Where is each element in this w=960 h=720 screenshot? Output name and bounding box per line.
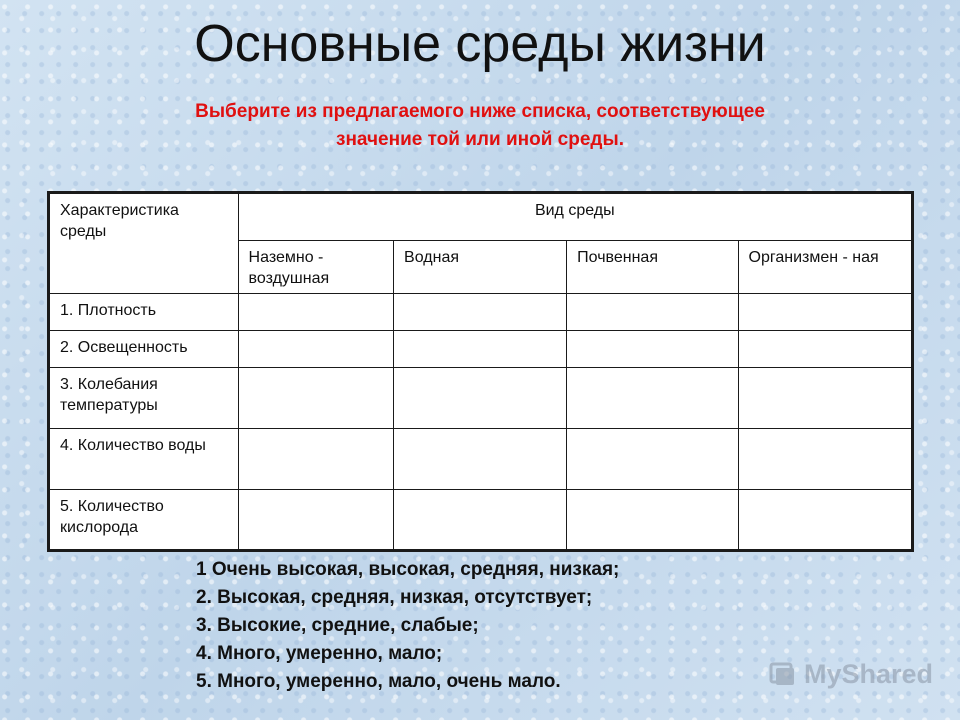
table-row xyxy=(49,490,913,551)
row-label-water: 4. Количество воды xyxy=(49,429,239,490)
cell-water-1[interactable] xyxy=(394,294,567,331)
cell-land-air-3[interactable] xyxy=(238,368,394,429)
table-header-row xyxy=(49,193,913,241)
row-label-density: 1. Плотность xyxy=(49,294,239,331)
instruction-line-2: значение той или иной среды. xyxy=(336,129,624,150)
answer-option: 4. Много, умеренно, мало; xyxy=(196,643,443,664)
cell-water-5[interactable] xyxy=(394,490,567,551)
cell-organism-4[interactable] xyxy=(738,429,912,490)
cell-soil-5[interactable] xyxy=(567,490,738,551)
header-env-type: Вид среды xyxy=(238,193,912,241)
row-label-illumination: 2. Освещенность xyxy=(49,331,239,368)
cell-soil-4[interactable] xyxy=(567,429,738,490)
cell-land-air-5[interactable] xyxy=(238,490,394,551)
cell-soil-1[interactable] xyxy=(567,294,738,331)
cell-water-2[interactable] xyxy=(394,331,567,368)
table-row xyxy=(49,429,913,490)
cell-organism-3[interactable] xyxy=(738,368,912,429)
cell-soil-3[interactable] xyxy=(567,368,738,429)
cell-soil-2[interactable] xyxy=(567,331,738,368)
table-row xyxy=(49,331,913,368)
cell-water-4[interactable] xyxy=(394,429,567,490)
header-env-soil: Почвенная xyxy=(567,241,738,294)
logo-text: MyShared xyxy=(804,658,934,689)
answer-option: 2. Высокая, средняя, низкая, отсутствует; xyxy=(196,587,593,608)
environment-table xyxy=(47,191,914,552)
answer-option: 1 Очень высокая, высокая, средняя, низкая; xyxy=(196,559,620,580)
answer-option: 3. Высокие, средние, слабые; xyxy=(196,615,479,636)
cell-organism-2[interactable] xyxy=(738,331,912,368)
header-env-land-air: Наземно - воздушная xyxy=(238,241,394,294)
answer-options-list xyxy=(196,556,619,696)
header-characteristic: Характеристика среды xyxy=(49,193,239,294)
cell-organism-1[interactable] xyxy=(738,294,912,331)
slide-title: Основные среды жизни xyxy=(194,15,766,73)
cell-water-3[interactable] xyxy=(394,368,567,429)
instruction-line-1: Выберите из предлагаемого ниже списка, соответствующее xyxy=(195,101,765,122)
cell-land-air-2[interactable] xyxy=(238,331,394,368)
header-env-water: Водная xyxy=(394,241,567,294)
table-row xyxy=(49,368,913,429)
answer-option: 5. Много, умеренно, мало, очень мало. xyxy=(196,671,561,692)
instruction-text xyxy=(100,98,860,154)
myshared-logo-icon xyxy=(768,659,798,689)
myshared-logo xyxy=(768,656,934,692)
header-env-organism: Организмен - ная xyxy=(738,241,912,294)
row-label-temperature: 3. Колебания температуры xyxy=(49,368,239,429)
table-row xyxy=(49,294,913,331)
cell-land-air-1[interactable] xyxy=(238,294,394,331)
cell-organism-5[interactable] xyxy=(738,490,912,551)
cell-land-air-4[interactable] xyxy=(238,429,394,490)
row-label-oxygen: 5. Количество кислорода xyxy=(49,490,239,551)
